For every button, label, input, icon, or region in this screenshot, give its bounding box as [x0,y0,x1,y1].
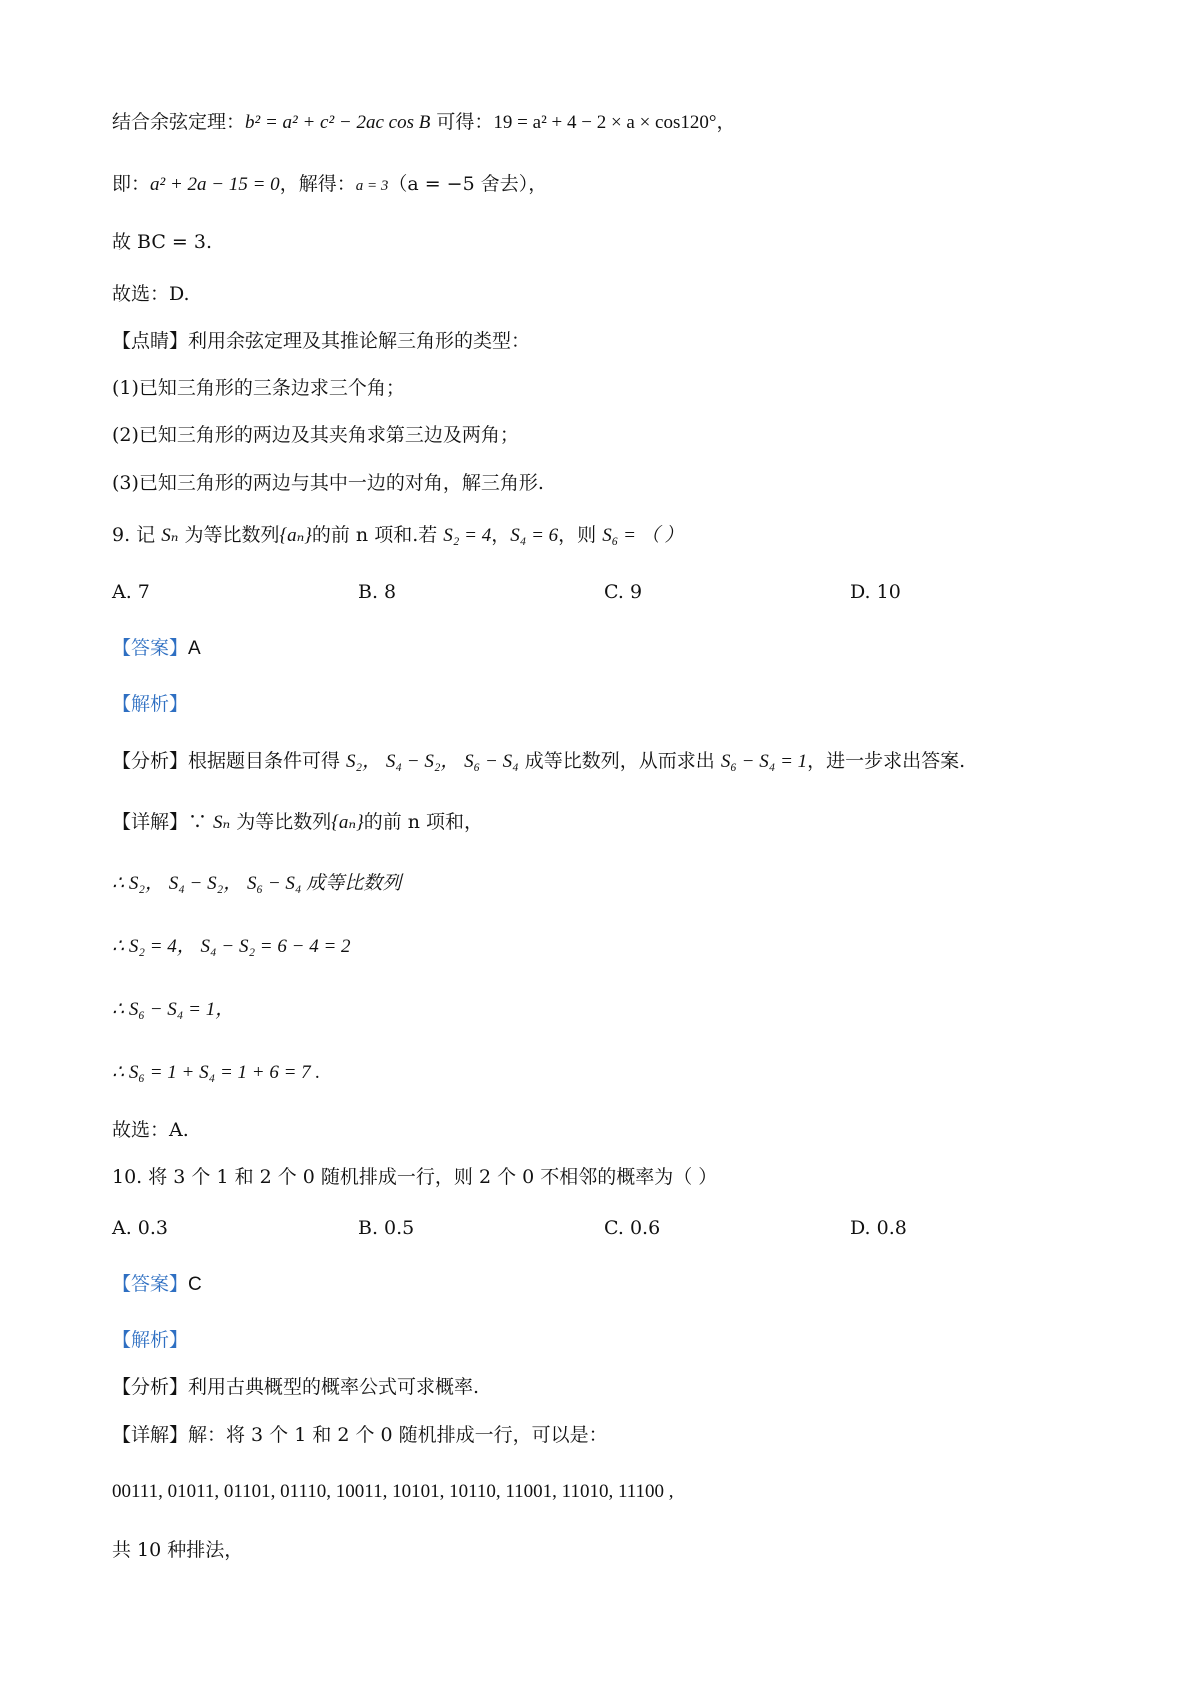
answer-label: 【答案】 [112,1273,189,1295]
answer-value: C [188,1274,202,1295]
text: 成等比数列，从而求出 [518,750,721,772]
text: 9. 记 [112,524,162,546]
text: 的前 n 项和.若 [311,524,444,546]
formula: {aₙ} [331,812,364,833]
choice-line: 故选：A. [112,1119,189,1141]
formula: S₂ = 4 [443,525,492,546]
text: 可得： [430,111,494,133]
formula: Sₙ [213,812,231,833]
step-2: ∴ S₂ = 4， S₄ − S₂ = 6 − 4 = 2 [112,936,351,957]
fenxi-line [112,747,965,776]
text: ， [716,111,736,133]
formula: S₂， S₄ − S₂， S₆ − S₄ [346,751,519,772]
formula: S₄ = 6 [510,525,559,546]
text: ，则 [558,524,603,546]
analysis-label: 【解析】 [112,1329,189,1351]
text: 的前 n 项和， [363,811,484,833]
text: 为等比数列 [230,811,332,833]
formula: {aₙ} [279,525,312,546]
option-c: C. 0.6 [604,1217,661,1239]
tip-item-1: (1)已知三角形的三条边求三个角； [112,377,405,399]
text: 为等比数列 [178,524,280,546]
total-line: 共 10 种排法， [112,1539,244,1561]
note: （a = −5 舍去）， [388,173,548,195]
option-d: D. 10 [850,581,901,603]
text: 【分析】根据题目条件可得 [112,750,347,772]
choice-line: 故选：D. [112,283,190,305]
formula: Sₙ [161,525,179,546]
step-1: ∴ S₂， S₄ − S₂， S₆ − S₄ 成等比数列 [112,873,402,894]
option-c: C. 9 [604,581,643,603]
step-3: ∴ S₆ − S₄ = 1， [112,999,235,1020]
text: ，进一步求出答案. [807,750,966,772]
equation-line [112,170,547,200]
option-d: D. 0.8 [850,1217,907,1239]
option-b: B. 8 [358,581,397,603]
answer-label: 【答案】 [112,637,189,659]
formula: 19 = a² + 4 − 2 × a × cos120° [493,112,717,133]
text: 结合余弦定理： [112,111,246,133]
answer-line [112,634,201,663]
cosine-law-line [112,108,736,137]
question-9-stem [112,521,683,550]
text: 即： [112,173,151,195]
step-4: ∴ S₆ = 1 + S₄ = 1 + 6 = 7 . [112,1062,321,1083]
formula: S₆ = （ ） [602,525,684,546]
option-a: A. 7 [112,581,150,603]
option-b: B. 0.5 [358,1217,415,1239]
xiangjie-line: 【详解】解：将 3 个 1 和 2 个 0 随机排成一行，可以是： [112,1424,608,1446]
answer-value: A [188,638,201,659]
text: 【详解】∵ [112,811,214,833]
text: ，解得： [279,173,356,195]
answer-line [112,1270,202,1299]
question-10-stem: 10. 将 3 个 1 和 2 个 0 随机排成一行，则 2 个 0 不相邻的概率为（ ） [112,1166,718,1188]
solution: a = 3 [355,178,389,194]
xiangjie-line [112,808,483,837]
fenxi-line: 【分析】利用古典概型的概率公式可求概率. [112,1376,480,1398]
tip-line: 【点睛】利用余弦定理及其推论解三角形的类型： [112,330,531,352]
formula: S₆ − S₄ = 1 [720,751,808,772]
formula: a² + 2a − 15 = 0 [150,174,280,195]
formula: b² = a² + c² − 2ac cos B [245,112,431,133]
option-a: A. 0.3 [112,1217,169,1239]
text: ， [491,524,511,546]
tip-item-2: (2)已知三角形的两边及其夹角求第三边及两角； [112,424,519,446]
tip-item-3: (3)已知三角形的两边与其中一边的对角，解三角形. [112,472,544,494]
conclusion-line: 故 BC = 3. [112,231,213,253]
analysis-label: 【解析】 [112,693,189,715]
arrangement-list: 00111, 01011, 01101, 01110, 10011, 10101, 10110, 11001, 11010, 11100 , [112,1481,674,1502]
